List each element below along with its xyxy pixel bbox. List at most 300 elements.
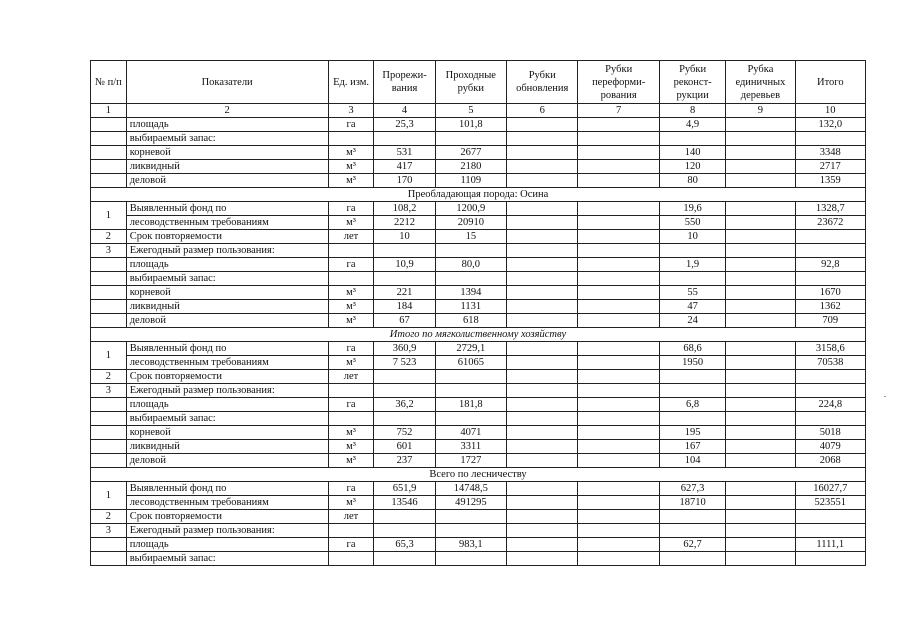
value-cell: 5018 (795, 426, 865, 440)
value-cell: 6,8 (659, 398, 725, 412)
value-cell (435, 510, 506, 524)
value-cell (507, 552, 578, 566)
value-cell (578, 356, 660, 370)
value-cell: 101,8 (435, 118, 506, 132)
value-cell (726, 454, 795, 468)
value-cell: 80,0 (435, 258, 506, 272)
indicator-name: деловой (126, 314, 328, 328)
row-number: 2 (91, 510, 127, 524)
header-cell: Проходные рубки (435, 61, 506, 104)
unit-cell (328, 524, 374, 538)
value-cell (578, 552, 660, 566)
row-number (91, 146, 127, 160)
value-cell (726, 146, 795, 160)
value-cell (726, 552, 795, 566)
indicator-name: лесоводственным требованиям (126, 216, 328, 230)
indicator-name: выбираемый запас: (126, 412, 328, 426)
indicator-name: выбираемый запас: (126, 552, 328, 566)
indicator-name: Срок повторяемости (126, 230, 328, 244)
unit-cell (328, 552, 374, 566)
column-number: 8 (659, 104, 725, 118)
value-cell (507, 440, 578, 454)
row-number (91, 300, 127, 314)
table-row (91, 454, 866, 468)
value-cell (578, 314, 660, 328)
section-title: Итого по мягколиственному хозяйству (91, 328, 866, 342)
indicator-name: Ежегодный размер пользования: (126, 244, 328, 258)
row-number (91, 314, 127, 328)
value-cell (578, 454, 660, 468)
indicator-name: выбираемый запас: (126, 132, 328, 146)
row-number (91, 286, 127, 300)
indicator-name: Выявленный фонд по (126, 482, 328, 496)
row-number: 3 (91, 384, 127, 398)
value-cell (374, 412, 435, 426)
value-cell: 1,9 (659, 258, 725, 272)
value-cell (726, 314, 795, 328)
header-cell: Рубки переформи-рования (578, 61, 660, 104)
table-row (91, 342, 866, 356)
value-cell: 1200,9 (435, 202, 506, 216)
row-number (91, 454, 127, 468)
row-number (91, 552, 127, 566)
value-cell: 181,8 (435, 398, 506, 412)
value-cell (578, 524, 660, 538)
unit-cell: м³ (328, 146, 374, 160)
value-cell: 120 (659, 160, 725, 174)
value-cell: 19,6 (659, 202, 725, 216)
row-number: 2 (91, 370, 127, 384)
value-cell: 15 (435, 230, 506, 244)
value-cell (726, 300, 795, 314)
row-number: 1 (91, 202, 127, 230)
value-cell: 2717 (795, 160, 865, 174)
value-cell (659, 552, 725, 566)
unit-cell: м³ (328, 216, 374, 230)
table-row (91, 272, 866, 286)
indicator-name: Срок повторяемости (126, 370, 328, 384)
table-row (91, 258, 866, 272)
value-cell (435, 552, 506, 566)
value-cell (507, 524, 578, 538)
unit-cell: га (328, 398, 374, 412)
value-cell: 10 (659, 230, 725, 244)
value-cell: 627,3 (659, 482, 725, 496)
row-number (91, 412, 127, 426)
value-cell (578, 272, 660, 286)
header-cell: Рубка единичных деревьев (726, 61, 795, 104)
unit-cell (328, 244, 374, 258)
value-cell (578, 216, 660, 230)
value-cell (507, 216, 578, 230)
value-cell (726, 230, 795, 244)
value-cell: 3158,6 (795, 342, 865, 356)
row-number (91, 398, 127, 412)
value-cell (726, 118, 795, 132)
value-cell (507, 482, 578, 496)
indicator-name: площадь (126, 118, 328, 132)
column-number: 1 (91, 104, 127, 118)
value-cell (578, 118, 660, 132)
value-cell: 601 (374, 440, 435, 454)
value-cell: 3311 (435, 440, 506, 454)
row-number (91, 118, 127, 132)
unit-cell: га (328, 538, 374, 552)
row-number (91, 258, 127, 272)
row-number (91, 538, 127, 552)
value-cell: 67 (374, 314, 435, 328)
table-row (91, 244, 866, 258)
value-cell (507, 272, 578, 286)
value-cell (507, 510, 578, 524)
value-cell (507, 370, 578, 384)
row-number (91, 272, 127, 286)
value-cell: 491295 (435, 496, 506, 510)
value-cell (795, 132, 865, 146)
unit-cell: лет (328, 230, 374, 244)
value-cell: 184 (374, 300, 435, 314)
unit-cell (328, 384, 374, 398)
value-cell (726, 160, 795, 174)
table-row (91, 426, 866, 440)
value-cell (659, 510, 725, 524)
value-cell (578, 202, 660, 216)
unit-cell: м³ (328, 286, 374, 300)
unit-cell: га (328, 342, 374, 356)
unit-cell: м³ (328, 454, 374, 468)
value-cell (507, 384, 578, 398)
header-cell: Ед. изм. (328, 61, 374, 104)
value-cell (726, 286, 795, 300)
unit-cell: лет (328, 370, 374, 384)
value-cell (726, 510, 795, 524)
value-cell: 417 (374, 160, 435, 174)
value-cell (726, 132, 795, 146)
table-row (91, 440, 866, 454)
value-cell (374, 552, 435, 566)
value-cell (726, 370, 795, 384)
value-cell (507, 160, 578, 174)
row-number: 1 (91, 482, 127, 510)
table-row (91, 132, 866, 146)
indicator-name: ликвидный (126, 160, 328, 174)
table-row (91, 510, 866, 524)
section-row (91, 468, 866, 482)
value-cell: 1394 (435, 286, 506, 300)
value-cell: 1109 (435, 174, 506, 188)
value-cell: 1131 (435, 300, 506, 314)
value-cell (726, 426, 795, 440)
indicator-name: Выявленный фонд по (126, 342, 328, 356)
value-cell (578, 160, 660, 174)
value-cell: 1727 (435, 454, 506, 468)
value-cell: 10,9 (374, 258, 435, 272)
table-row (91, 496, 866, 510)
value-cell (578, 258, 660, 272)
value-cell: 18710 (659, 496, 725, 510)
value-cell (578, 230, 660, 244)
value-cell: 68,6 (659, 342, 725, 356)
value-cell (726, 496, 795, 510)
indicator-name: лесоводственным требованиям (126, 496, 328, 510)
unit-cell: га (328, 482, 374, 496)
unit-cell: га (328, 202, 374, 216)
row-number: 2 (91, 230, 127, 244)
table-row (91, 160, 866, 174)
indicator-name: Ежегодный размер пользования: (126, 524, 328, 538)
value-cell: 61065 (435, 356, 506, 370)
value-cell: 1950 (659, 356, 725, 370)
value-cell (507, 300, 578, 314)
scan-speck (884, 396, 886, 397)
value-cell (795, 524, 865, 538)
value-cell: 550 (659, 216, 725, 230)
value-cell (726, 258, 795, 272)
value-cell (507, 314, 578, 328)
value-cell: 16027,7 (795, 482, 865, 496)
indicator-name: корневой (126, 426, 328, 440)
value-cell (507, 132, 578, 146)
value-cell (659, 524, 725, 538)
table-row (91, 216, 866, 230)
table-row (91, 538, 866, 552)
indicator-name: Выявленный фонд по (126, 202, 328, 216)
value-cell: 13546 (374, 496, 435, 510)
value-cell (795, 510, 865, 524)
row-number (91, 132, 127, 146)
unit-cell (328, 272, 374, 286)
value-cell: 651,9 (374, 482, 435, 496)
section-title: Всего по лесничеству (91, 468, 866, 482)
header-cell: Рубки реконст-рукции (659, 61, 725, 104)
value-cell (507, 398, 578, 412)
value-cell: 1670 (795, 286, 865, 300)
value-cell: 195 (659, 426, 725, 440)
unit-cell: га (328, 258, 374, 272)
value-cell (507, 258, 578, 272)
value-cell (795, 370, 865, 384)
value-cell: 1359 (795, 174, 865, 188)
table-row (91, 552, 866, 566)
value-cell: 1362 (795, 300, 865, 314)
value-cell (726, 482, 795, 496)
value-cell: 80 (659, 174, 725, 188)
unit-cell: м³ (328, 356, 374, 370)
table-body (91, 118, 866, 566)
header-cell: Рубки обновления (507, 61, 578, 104)
value-cell: 2180 (435, 160, 506, 174)
header-cell: Показатели (126, 61, 328, 104)
table-row (91, 370, 866, 384)
value-cell (507, 454, 578, 468)
value-cell: 7 523 (374, 356, 435, 370)
value-cell: 24 (659, 314, 725, 328)
value-cell: 2212 (374, 216, 435, 230)
value-cell (507, 342, 578, 356)
value-cell (374, 370, 435, 384)
value-cell: 4071 (435, 426, 506, 440)
value-cell (507, 426, 578, 440)
value-cell: 104 (659, 454, 725, 468)
value-cell (659, 272, 725, 286)
value-cell (795, 230, 865, 244)
value-cell (726, 524, 795, 538)
value-cell: 531 (374, 146, 435, 160)
value-cell (726, 202, 795, 216)
value-cell (435, 412, 506, 426)
value-cell (507, 118, 578, 132)
value-cell: 983,1 (435, 538, 506, 552)
value-cell: 4079 (795, 440, 865, 454)
indicator-name: ликвидный (126, 300, 328, 314)
value-cell (578, 174, 660, 188)
value-cell (578, 496, 660, 510)
value-cell: 23672 (795, 216, 865, 230)
value-cell (659, 370, 725, 384)
value-cell: 1328,7 (795, 202, 865, 216)
value-cell (435, 370, 506, 384)
value-cell (726, 398, 795, 412)
value-cell (578, 538, 660, 552)
header-cell: Прорежи-вания (374, 61, 435, 104)
value-cell: 618 (435, 314, 506, 328)
value-cell: 47 (659, 300, 725, 314)
value-cell (726, 538, 795, 552)
value-cell: 25,3 (374, 118, 435, 132)
value-cell (374, 132, 435, 146)
value-cell (578, 244, 660, 258)
column-number: 9 (726, 104, 795, 118)
forest-use-table (90, 60, 866, 566)
value-cell (578, 300, 660, 314)
header-row (91, 61, 866, 104)
value-cell (374, 524, 435, 538)
value-cell (795, 384, 865, 398)
value-cell: 4,9 (659, 118, 725, 132)
value-cell: 132,0 (795, 118, 865, 132)
column-number: 5 (435, 104, 506, 118)
value-cell (726, 412, 795, 426)
section-row (91, 188, 866, 202)
table-row (91, 412, 866, 426)
value-cell (374, 244, 435, 258)
value-cell: 3348 (795, 146, 865, 160)
value-cell: 752 (374, 426, 435, 440)
value-cell (578, 482, 660, 496)
value-cell (578, 398, 660, 412)
value-cell (578, 286, 660, 300)
value-cell (507, 202, 578, 216)
row-number (91, 426, 127, 440)
table-row (91, 384, 866, 398)
value-cell (726, 342, 795, 356)
column-number: 7 (578, 104, 660, 118)
header-cell: Итого (795, 61, 865, 104)
column-number: 6 (507, 104, 578, 118)
value-cell: 36,2 (374, 398, 435, 412)
value-cell (435, 384, 506, 398)
value-cell (507, 174, 578, 188)
table-row (91, 230, 866, 244)
value-cell (435, 272, 506, 286)
value-cell (507, 496, 578, 510)
value-cell (578, 510, 660, 524)
row-number: 1 (91, 342, 127, 370)
indicator-name: площадь (126, 538, 328, 552)
value-cell (726, 174, 795, 188)
value-cell (726, 384, 795, 398)
value-cell (795, 412, 865, 426)
value-cell (795, 552, 865, 566)
unit-cell: м³ (328, 300, 374, 314)
value-cell (578, 342, 660, 356)
value-cell (578, 146, 660, 160)
unit-cell: м³ (328, 440, 374, 454)
unit-cell: м³ (328, 314, 374, 328)
value-cell: 2068 (795, 454, 865, 468)
column-number: 4 (374, 104, 435, 118)
unit-cell: м³ (328, 160, 374, 174)
row-number (91, 174, 127, 188)
value-cell (435, 244, 506, 258)
value-cell (795, 272, 865, 286)
value-cell (659, 244, 725, 258)
value-cell (374, 272, 435, 286)
column-number-row (91, 104, 866, 118)
table-row (91, 314, 866, 328)
section-row (91, 328, 866, 342)
column-number: 3 (328, 104, 374, 118)
unit-cell: га (328, 118, 374, 132)
indicator-name: деловой (126, 454, 328, 468)
value-cell: 55 (659, 286, 725, 300)
value-cell: 237 (374, 454, 435, 468)
value-cell: 10 (374, 230, 435, 244)
unit-cell: лет (328, 510, 374, 524)
table-row (91, 202, 866, 216)
table-row (91, 398, 866, 412)
value-cell (726, 244, 795, 258)
value-cell: 221 (374, 286, 435, 300)
value-cell: 70538 (795, 356, 865, 370)
value-cell (435, 524, 506, 538)
value-cell (726, 272, 795, 286)
indicator-name: Ежегодный размер пользования: (126, 384, 328, 398)
row-number: 3 (91, 244, 127, 258)
value-cell (726, 440, 795, 454)
value-cell (726, 356, 795, 370)
value-cell (507, 286, 578, 300)
value-cell: 92,8 (795, 258, 865, 272)
value-cell (435, 132, 506, 146)
value-cell: 1111,1 (795, 538, 865, 552)
value-cell (578, 440, 660, 454)
value-cell: 360,9 (374, 342, 435, 356)
value-cell: 523551 (795, 496, 865, 510)
value-cell: 170 (374, 174, 435, 188)
value-cell: 140 (659, 146, 725, 160)
section-title: Преобладающая порода: Осина (91, 188, 866, 202)
value-cell (726, 216, 795, 230)
value-cell: 709 (795, 314, 865, 328)
value-cell (659, 132, 725, 146)
indicator-name: корневой (126, 146, 328, 160)
table-row (91, 524, 866, 538)
indicator-name: деловой (126, 174, 328, 188)
value-cell (578, 384, 660, 398)
unit-cell (328, 132, 374, 146)
indicator-name: площадь (126, 258, 328, 272)
